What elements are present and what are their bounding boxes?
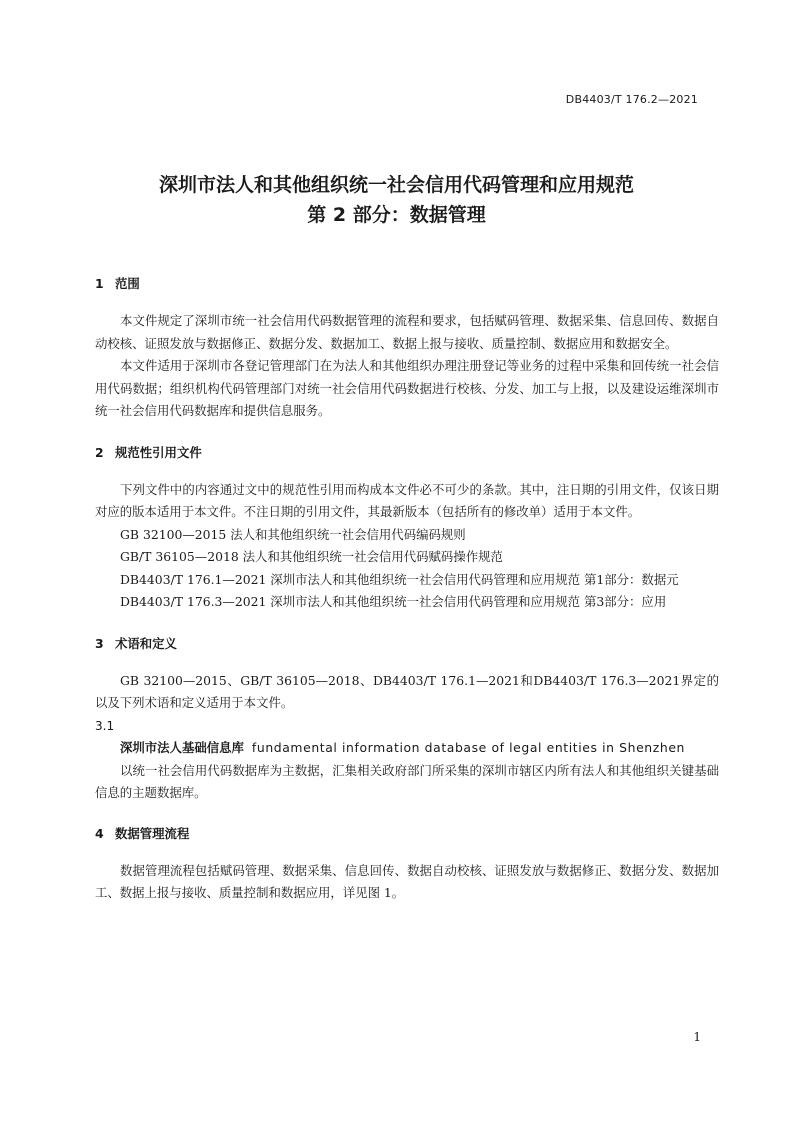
reference-item: GB 32100—2015 法人和其他组织统一社会信用代码编码规则 <box>120 526 466 542</box>
title-line-2: 第 2 部分：数据管理 <box>307 204 486 226</box>
section-title: 范围 <box>115 276 140 291</box>
reference-item: DB4403/T 176.1—2021 深圳市法人和其他组织统一社会信用代码管理和应用规范 第1部分：数据元 <box>120 571 679 587</box>
paragraph: 下列文件中的内容通过文中的规范性引用而构成本文件必不可少的条款。其中，注日期的引用文件，仅该日期对应的版本适用于本文件。不注日期的引用文件，其最新版本（包括所有的修改单）适用于本文件。 <box>95 481 719 519</box>
section-number: 3 <box>95 635 104 651</box>
section-number: 2 <box>95 444 104 460</box>
reference-item: DB4403/T 176.3—2021 深圳市法人和其他组织统一社会信用代码管理和应用规范 第3部分：应用 <box>120 594 667 609</box>
term-english: fundamental information database of legal entities in Shenzhen <box>251 740 685 755</box>
term-number: 3.1 <box>95 718 115 733</box>
page-number: 1 <box>693 1030 701 1044</box>
term-definition: 以统一社会信用代码数据库为主数据，汇集相关政府部门所采集的深圳市辖区内所有法人和其他组织关键基础信息的主题数据库。 <box>95 762 719 800</box>
paragraph: GB 32100—2015、GB/T 36105—2018、DB4403/T 176.1—2021和DB4403/T 176.3—2021界定的以及下列术语和定义适用于本文件。 <box>95 672 719 710</box>
section-number: 1 <box>95 276 104 291</box>
section-heading-4 <box>95 820 719 848</box>
term-entry <box>95 737 719 760</box>
paragraph: 本文件规定了深圳市统一社会信用代码数据管理的流程和要求，包括赋码管理、数据采集、信息回传、数据自动校核、证照发放与数据修正、数据分发、数据加工、数据上报与接收、质量控制、数据应用和数据安全。 <box>95 313 719 351</box>
paragraph: 本文件适用于深圳市各登记管理部门在为法人和其他组织办理注册登记等业务的过程中采集和回传统一社会信用代码数据；组织机构代码管理部门对统一社会信用代码数据进行校核、分发、加工与上报，以及建设运维深圳市统一社会信用代码数据库和提供信息服务。 <box>95 358 719 418</box>
section-title: 术语和定义 <box>115 635 177 651</box>
document-body <box>95 270 719 905</box>
document-code: DB4403/T 176.2—2021 <box>565 93 698 106</box>
reference-item: GB/T 36105—2018 法人和其他组织统一社会信用代码赋码操作规范 <box>120 549 503 564</box>
section-heading-1 <box>95 270 719 298</box>
section-number: 4 <box>95 825 104 841</box>
paragraph: 数据管理流程包括赋码管理、数据采集、信息回传、数据自动校核、证照发放与数据修正、数据分发、数据加工、数据上报与接收、质量控制和数据应用，详见图 1。 <box>95 862 719 900</box>
title-line-1: 深圳市法人和其他组织统一社会信用代码管理和应用规范 <box>158 174 634 196</box>
document-title <box>0 170 793 230</box>
section-title: 规范性引用文件 <box>115 444 202 460</box>
term-chinese: 深圳市法人基础信息库 <box>120 740 244 755</box>
section-title: 数据管理流程 <box>115 825 190 841</box>
section-heading-3 <box>95 630 719 658</box>
section-heading-2 <box>95 439 719 467</box>
